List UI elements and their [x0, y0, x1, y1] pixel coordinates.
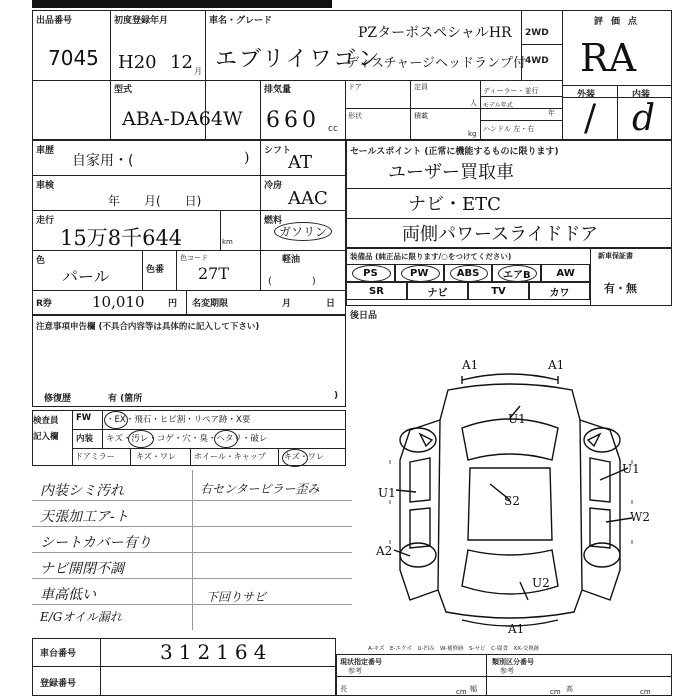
fuel-label: 燃料 [264, 216, 283, 226]
ac-value: AAC [288, 188, 328, 209]
dims-label1: 現状指定番号 [340, 658, 382, 666]
after-label: 後日品 [350, 311, 378, 321]
inspector-row3-d: キズ・ワレ [284, 452, 324, 461]
color-label: 色 [36, 256, 46, 266]
remark-1: 内装シミ汚れ [40, 483, 124, 499]
equip-circle-2 [450, 265, 489, 282]
equip-item-4: AW [541, 264, 590, 282]
grade-line2: ディスチャージヘッドランプ付 [346, 56, 527, 71]
equip-item-7: TV [468, 282, 529, 300]
equip-label: 装備品 (純正品に限ります/○をつけてください) [350, 252, 512, 261]
name-change-day: 日 [326, 299, 336, 309]
name-change-month: 月 [282, 299, 292, 309]
equip-circle-3 [498, 265, 537, 282]
inspector-row3-c: ホイール・キャップ [194, 452, 266, 461]
diagram-mark-u1-left: U1 [378, 486, 396, 500]
shift-label: シフト [264, 146, 292, 156]
dealer-label: ディーラー・並行 [483, 87, 539, 95]
light-oil-label: 軽油 [282, 255, 301, 265]
remark-3: シートカバー有り [40, 535, 152, 551]
ex-circle-mark [104, 411, 128, 429]
diagram-mark-u2: U2 [532, 576, 550, 590]
handle-label: ハンドル 左・右 [483, 125, 535, 133]
diagram-mark-w2: W2 [630, 510, 650, 524]
km-unit: km [222, 238, 233, 246]
inspector-row2-text: キズ・汚レ・コゲ・穴・臭・ヘタリ・破レ [106, 434, 268, 444]
car-name: エブリイワゴン [215, 47, 382, 72]
yen-unit: 円 [168, 299, 178, 309]
name-change-label: 名変期限 [192, 299, 229, 309]
color-code: 27T [198, 264, 230, 283]
top-black-title [32, 0, 332, 8]
dims-height-unit: cm [640, 688, 651, 696]
seats-unit: 人 [470, 99, 477, 107]
seats-label: 定員 [414, 83, 428, 91]
chassis-value: 312164 [160, 640, 273, 664]
remark-4: ナビ開閉不調 [40, 561, 124, 577]
inspector-row3-b: キズ・ワレ [136, 452, 176, 461]
displacement: 660 [266, 108, 320, 133]
paren-blank: ( ) [268, 276, 316, 287]
sales-line2: ナビ・ETC [408, 194, 501, 215]
door-label: ドア [348, 83, 362, 91]
reg-label: 登録番号 [40, 679, 77, 689]
sales-line1: ユーザー買取車 [388, 162, 514, 183]
color-code-label: 色コード [180, 254, 208, 262]
fuel-value-circled: ガソリン [274, 222, 332, 241]
first-reg-label: 初度登録年月 [114, 16, 169, 26]
dims-length-unit: cm [456, 688, 467, 696]
model-label: 型式 [114, 85, 133, 95]
shape-label: 形状 [348, 112, 362, 120]
first-reg-month: 12 [170, 52, 193, 73]
repair-label: 修復歴 [44, 394, 72, 404]
diagram-mark-u1-top: U1 [508, 412, 526, 426]
use-value: 自家用・( [72, 153, 134, 169]
interior-grade: d [632, 98, 656, 139]
cc-label: 排気量 [264, 85, 292, 95]
car-name-label: 車名・グレード [209, 16, 273, 26]
dims-width-unit: cm [550, 688, 561, 696]
equip-item-6: ナビ [407, 282, 468, 300]
diagram-mark-a2: A2 [376, 544, 393, 558]
color-no-label: 色番 [146, 265, 165, 275]
remark-5: 車高低い [40, 587, 96, 603]
repair-value: 有 (箇所 [108, 394, 143, 404]
dims-label2: 類別区分番号 [492, 658, 534, 666]
remark-2: 天張加工ア-ト [40, 509, 129, 525]
inspector-row1-text: ・EX・飛石・ヒビ割・リペア跡・X要 [106, 415, 251, 425]
equip-item-8: カワ [529, 282, 590, 300]
dims-height-label: 高 [566, 685, 573, 693]
drive-2wd: 2WD [525, 28, 549, 38]
diagram-mark-a1-right: A1 [548, 358, 565, 372]
score-value: RA [580, 36, 637, 80]
equip-item-1: PW [395, 264, 444, 282]
inspector-label2: 記入欄 [33, 432, 59, 442]
inspector-row1-tag: FW [76, 413, 92, 423]
sales-line3: 両側パワースライドドア [402, 224, 599, 245]
diagram-legend: A-キズ E-エクボ U-凹み W-補修跡 S-サビ C-腐食 XX-交換跡 [368, 646, 540, 652]
dims-ref-right: 参考 [500, 667, 514, 675]
mileage-value: 15万8千644 [60, 226, 183, 250]
recycle-label: R券 [36, 299, 52, 309]
inspection-label: 車検 [36, 181, 55, 191]
equip-circle-0 [352, 265, 391, 282]
remark-6: E/Gオイル漏れ [40, 610, 122, 624]
exterior-grade: / [584, 98, 597, 139]
use-close: ) [244, 150, 250, 166]
use-label: 車歴 [36, 146, 55, 156]
stain-circle-mark [128, 430, 154, 448]
diagram-mark-a1-left: A1 [462, 358, 479, 372]
cc-unit: cc [328, 124, 338, 134]
repair-close: ) [334, 391, 339, 401]
kg-unit: kg [468, 130, 477, 138]
first-reg-month-suffix: 月 [194, 67, 202, 76]
equip-item-2: ABS [444, 264, 493, 282]
exterior-label: 外装 [577, 90, 596, 100]
ac-label: 冷房 [264, 181, 283, 191]
capacity-label: 積載 [414, 112, 428, 120]
chassis-label: 車台番号 [40, 649, 77, 659]
dims-width-label: 幅 [470, 685, 477, 693]
lot-label: 出品番号 [36, 16, 73, 26]
equip-circle-1 [401, 265, 440, 282]
inspector-row3-a: ドアミラー [75, 452, 115, 461]
diagram-mark-a1-bottom: A1 [508, 622, 525, 636]
inspector-row2-tag: 内装 [76, 434, 94, 444]
shift-value: AT [288, 152, 313, 173]
warranty-value: 有・無 [604, 282, 637, 295]
inspection-text: 年 月( 日) [108, 194, 202, 208]
equip-item-0: PS [346, 264, 395, 282]
sales-label: セールスポイント (正常に機能するものに限ります) [350, 147, 559, 157]
score-label: 評価点 [594, 17, 646, 27]
odor-circle-mark [214, 430, 238, 448]
equip-item-5: SR [346, 282, 407, 300]
notes-label: 注意事項申告欄 (不具合内容等は具体的に記入して下さい) [36, 322, 260, 332]
dims-ref-left: 参考 [348, 667, 362, 675]
remark-right-1: 右センターピラー歪み [200, 482, 320, 496]
equip-item-3: エアB [492, 264, 541, 282]
dims-length-label: 長 [340, 685, 347, 693]
lot-number: 7045 [48, 46, 99, 70]
drive-4wd: 4WD [525, 56, 549, 66]
car-body-diagram [370, 350, 670, 640]
diagram-mark-s2: S2 [504, 494, 520, 508]
color-value: パール [62, 267, 110, 286]
first-reg-era: H20 [118, 52, 157, 73]
year-unit: 年 [548, 109, 555, 117]
diagram-mark-u1-right: U1 [622, 462, 640, 476]
wheel-circle-mark [282, 449, 308, 467]
model-year-label: モデル年式 [483, 102, 513, 109]
recycle-value: 10,010 [92, 293, 145, 311]
remark-right-2: 下回りサビ [206, 590, 267, 604]
inspector-label1: 検査員 [33, 416, 59, 426]
model-code: ABA-DA64W [122, 108, 243, 130]
grade-line1: PZターボスペシャルHR [358, 25, 512, 41]
interior-label: 内装 [632, 90, 651, 100]
mileage-label: 走行 [36, 216, 55, 226]
warranty-label: 新車保証書 [598, 252, 633, 260]
